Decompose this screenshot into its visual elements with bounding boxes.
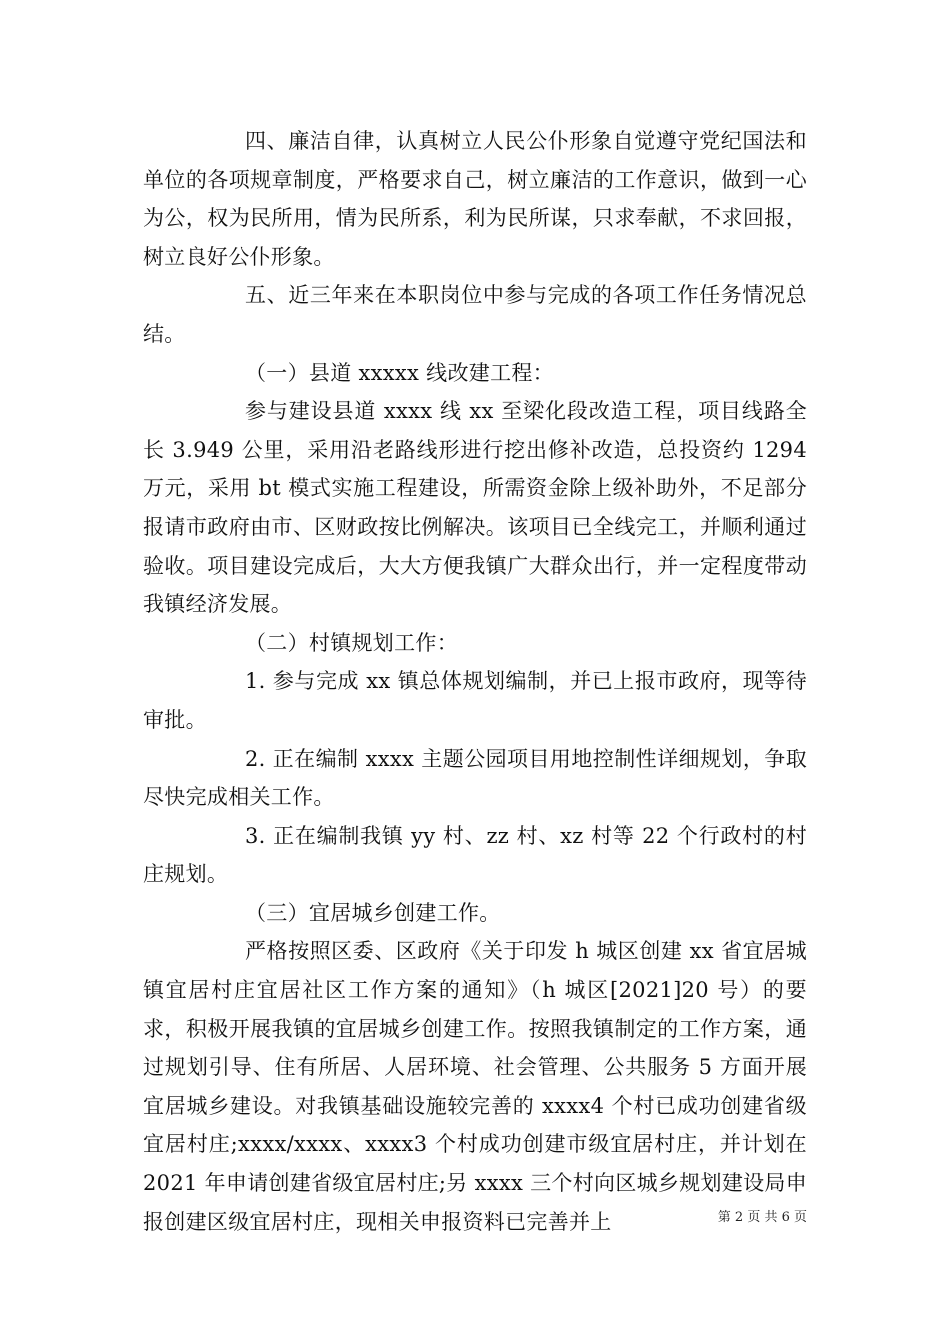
paragraph-integrity: 四、廉洁自律，认真树立人民公仆形象自觉遵守党纪国法和单位的各项规章制度，严格要求自己，树立廉洁的工作意识，做到一心为公，权为民所用，情为民所系，利为民所谋，只求奉献，不求回报，树立良好公仆形象。 [143,129,807,269]
subheading-town-planning: （二）村镇规划工作： [245,630,458,655]
paragraph-livable-town: 严格按照区委、区政府《关于印发 h 城区创建 xx 省宜居城镇宜居村庄宜居社区工作方案的通知》（h 城区[2021]20 号）的要求，积极开展我镇的宜居城乡创建工作。按照我镇制定的工作方案，通过规划引导、住有所居、人居环境、社会管理、公共服务 5 方面开展宜居城乡建设。对我镇基础设施较完善的 xxxx4 个村已成功创建省级宜居村庄;xxxx/xxxx、xxxx3 个村成功创建市级宜居村庄，并计划在 2021 年申请创建省级宜居村庄;另 xxxx 三个村向区城乡规划建设局申报创建区级宜居村庄，现相关申报资料已完善并上 [143,939,808,1234]
document-body [143,122,807,1241]
list-item-planning-3: 3. 正在编制我镇 yy 村、zz 村、xz 村等 22 个行政村的村庄规划。 [143,823,807,887]
list-item-planning-1: 1. 参与完成 xx 镇总体规划编制，并已上报市政府，现等待审批。 [143,669,807,732]
list-item-planning-2: 2. 正在编制 xxxx 主题公园项目用地控制性详细规划，争取尽快完成相关工作。 [143,746,807,810]
subheading-livable-town: （三）宜居城乡创建工作。 [245,900,501,925]
page-number-footer: 第 2 页 共 6 页 [717,1210,807,1225]
paragraph-county-road: 参与建设县道 xxxx 线 xx 至梁化段改造工程，项目线路全长 3.949 公里，采用沿老路线形进行挖出修补改造，总投资约 1294 万元，采用 bt 模式实施工程建设，所需资金除上级补助外，不足部分报请市政府由市、区财政按比例解决。该项目已全线完工，并顺利通过验收。项目建设完成后，大大方便我镇广大群众出行，并一定程度带动我镇经济发展。 [143,399,807,617]
subheading-county-road: （一）县道 xxxxx 线改建工程： [245,360,554,385]
paragraph-section-five: 五、近三年来在本职岗位中参与完成的各项工作任务情况总结。 [143,283,807,346]
